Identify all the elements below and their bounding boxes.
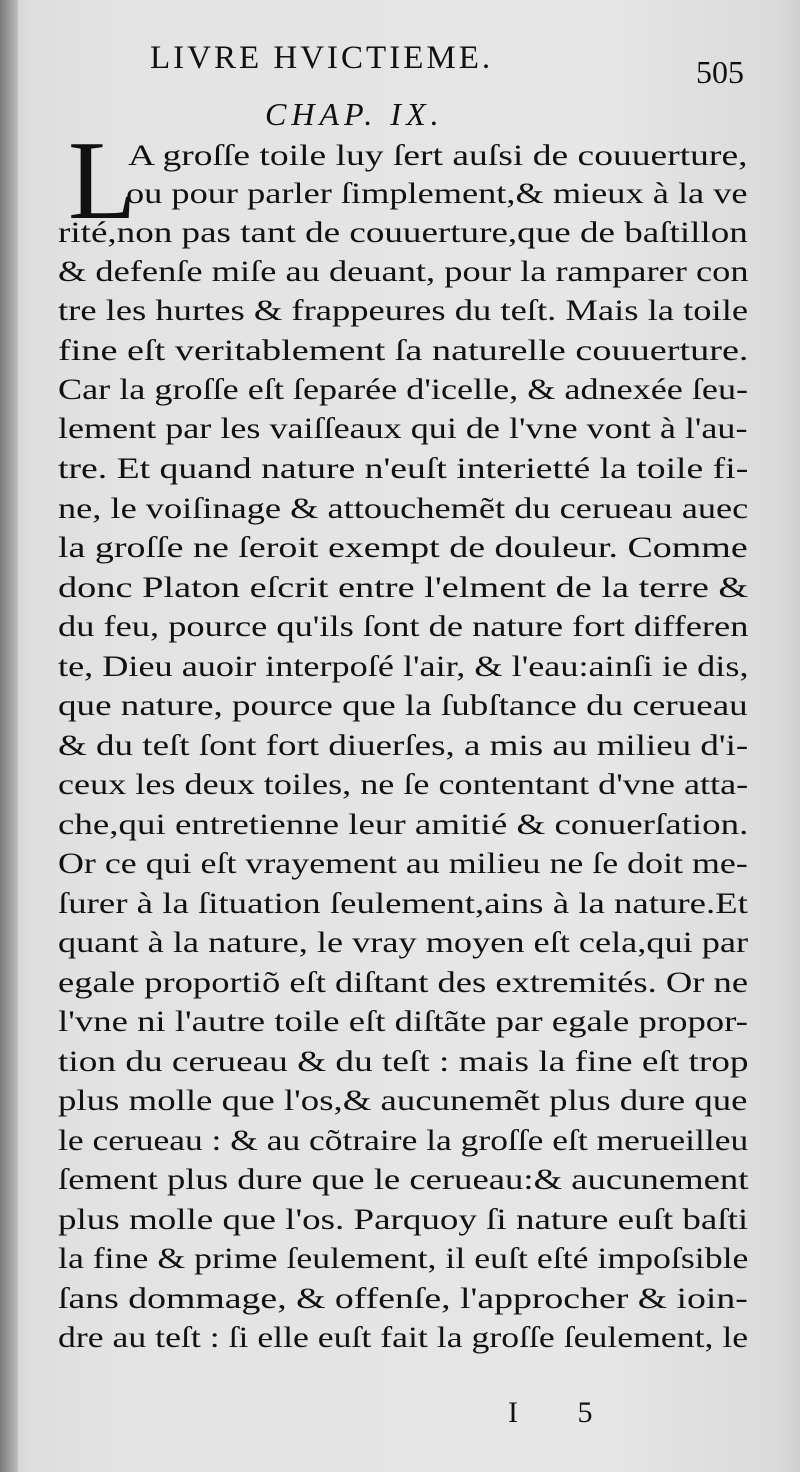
text-line: dre au teſt : ſi elle euſt fait la groſſe ſeulement, le <box>58 1322 749 1354</box>
text-line: tre les hurtes & frappeures du teſt. Mais la toile <box>58 295 749 327</box>
text-line: egale proportiõ eſt diſtant des extremités. Or ne <box>58 967 749 999</box>
text-line: ſans dommage, & offenſe, l'approcher & ioin- <box>58 1283 748 1315</box>
page-number: 505 <box>696 54 744 90</box>
text-line: tre. Et quand nature n'euſt interietté la toile fi- <box>58 453 749 485</box>
text-line: che,qui entretienne leur amitié & conuerſation. <box>58 809 749 841</box>
drop-cap-initial: L <box>68 119 137 243</box>
text-line: ne, le voiſinage & attouchemẽt du cerueau auec <box>58 493 749 525</box>
text-line: & defenſe miſe au deuant, pour la ramparer con <box>58 256 749 288</box>
text-line: te, Dieu auoir interpoſé l'air, & l'eau:ainſi ie dis, <box>58 651 749 683</box>
chapter-heading: CHAP. IX. <box>265 96 444 132</box>
page-gutter-shadow <box>0 0 18 1472</box>
text-line: la groſſe ne ſeroit exempt de douleur. Comme <box>58 532 748 564</box>
text-line: tion du cerueau & du teſt : mais la fine eſt trop <box>58 1046 749 1078</box>
text-line: ceux les deux toiles, ne ſe contentant d'vne atta- <box>58 769 749 801</box>
text-line: A groſſe toile luy ſert auſsi de couuerture, <box>128 140 748 172</box>
running-title: LIVRE HVICTIEME. <box>150 40 494 76</box>
text-line: que nature, pource que la ſubſtance du cerueau <box>58 690 748 722</box>
text-line: la fine & prime ſeulement, il euſt eſté impoſsible <box>58 1243 749 1275</box>
text-line: l'vne ni l'autre toile eſt diſtãte par egale propor- <box>58 1006 748 1038</box>
text-line: du feu, pource qu'ils ſont de nature fort differen <box>58 611 749 643</box>
text-line: quant à la nature, le vray moyen eſt cela,qui par <box>58 927 749 959</box>
text-line: plus molle que l'os. Parquoy ſi nature euſt baſti <box>58 1204 749 1236</box>
text-line: lement par les vaiſſeaux qui de l'vne vont à l'au- <box>58 413 748 445</box>
text-line: le cerueau : & au cõtraire la groſſe eſt merueilleu <box>58 1125 749 1157</box>
signature-mark: I 5 <box>508 1396 619 1429</box>
text-line: & du teſt ſont fort diuerſes, a mis au milieu d'i- <box>58 730 749 762</box>
text-line: ſement plus dure que le cerueau:& aucunement <box>58 1164 749 1196</box>
text-line: Or ce qui eſt vrayement au milieu ne ſe doit me- <box>58 848 748 880</box>
text-line: plus molle que l'os,& aucunemẽt plus dure que <box>58 1085 748 1117</box>
text-line: ou pour parler ſimplement,& mieux à la ve <box>126 178 748 210</box>
text-line: rité,non pas tant de couuerture,que de baſtillon <box>58 217 748 249</box>
text-line: Car la groſſe eſt ſeparée d'icelle, & adnexée ſeu- <box>58 374 749 406</box>
text-line: ſurer à la ſituation ſeulement,ains à la nature.Et <box>58 888 748 920</box>
text-line: fine eſt veritablement ſa naturelle couuerture. <box>58 335 749 367</box>
text-line: donc Platon eſcrit entre l'elment de la terre & <box>58 572 749 604</box>
